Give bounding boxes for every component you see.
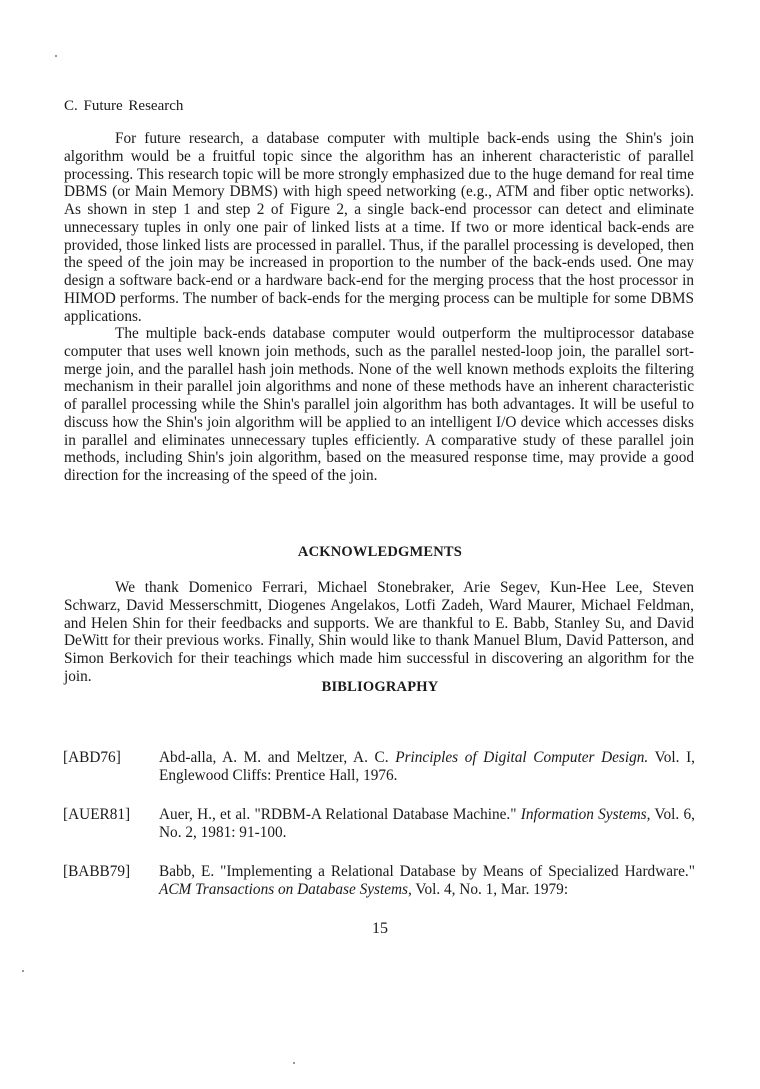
paragraph-future-research-1: For future research, a database computer with multiple back-ends using the Shin's join algorithm would be a fruitful topic since the algorithm has an inherent characteristic of parallel processing. This research topic will be more strongly emphasized due to the huge demand for real time DBMS (or Main Memory DBMS) with high speed networking (e.g., ATM and fiber optic networks). As shown in step 1 and step 2 of Figure 2, a single back-end processor can detect and eliminate unnecessary tuples in only one pair of linked lists at a time. If two or more identical back-ends are provided, those linked lists are processed in parallel. Thus, if the parallel processing is developed, then the speed of the join may be increased in proportion to the number of the back-ends used. One may design a software back-end or a hardware back-end for the merging process that the host processor in HIMOD performs. The number of back-ends for the merging process can be multiple for some DBMS applications. [64, 130, 694, 325]
citation-text [159, 863, 695, 899]
citation-details: Vol. 6, No. 2, 1981: 91-100. [159, 806, 695, 841]
acknowledgments-paragraph: We thank Domenico Ferrari, Michael Stonebraker, Arie Segev, Kun-Hee Lee, Steven Schwarz, David Messerschmitt, Diogenes Angelakos, Lotfi Zadeh, Ward Maurer, Michael Feldman, and Helen Shin for their feedbacks and supports. We are thankful to E. Babb, Stanley Su, and David DeWitt for their previous works. Finally, Shin would like to thank Manuel Blum, David Patterson, and Simon Berkovich for their teachings which made him successful in discovering an algorithm for the join. [64, 579, 694, 685]
citation-details: Vol. I, Englewood Cliffs: Prentice Hall, 1976. [159, 749, 695, 784]
page-number: 15 [372, 920, 388, 937]
scan-speck [55, 55, 57, 57]
citation-key: [BABB79] [63, 863, 131, 880]
citation-title: ACM Transactions on Database Systems, [159, 880, 412, 898]
citation-authors: Babb, E. "Implementing a Relational Database by Means of Specialized Hardware." [159, 863, 695, 880]
citation-authors: Auer, H., et al. "RDBM-A Relational Database Machine." [159, 806, 521, 823]
section-heading: C. Future Research [64, 98, 184, 114]
citation-key: [AUER81] [63, 806, 131, 823]
scan-speck [293, 1062, 295, 1064]
citation-text [159, 806, 695, 842]
scan-speck [22, 970, 24, 972]
citation-details: Vol. 4, No. 1, Mar. 1979: [411, 880, 569, 898]
acknowledgments-heading: ACKNOWLEDGMENTS [297, 544, 463, 560]
paragraph-future-research-2: The multiple back-ends database computer would outperform the multiprocessor database computer that uses well known join methods, such as the parallel nested-loop join, the parallel sort-merge join, and the parallel hash join methods. None of the well known methods exploits the filtering mechanism in their parallel join algorithms and none of these methods have an inherent characteristic of parallel processing while the Shin's parallel join algorithm has both advantages. It will be useful to discuss how the Shin's join algorithm will be applied to an intelligent I/O device which accesses disks in parallel and eliminates unnecessary tuples efficiently. A comparative study of these parallel join methods, including Shin's join algorithm, based on the measured response time, may provide a good direction for the increasing of the speed of the join. [64, 325, 694, 484]
bibliography-heading: BIBLIOGRAPHY [321, 679, 439, 695]
citation-text [159, 749, 695, 785]
citation-authors: Abd-alla, A. M. and Meltzer, A. C. [159, 749, 396, 766]
citation-key: [ABD76] [63, 749, 121, 766]
citation-title: Information Systems, [520, 806, 651, 823]
citation-title: Principles of Digital Computer Design. [395, 749, 649, 766]
